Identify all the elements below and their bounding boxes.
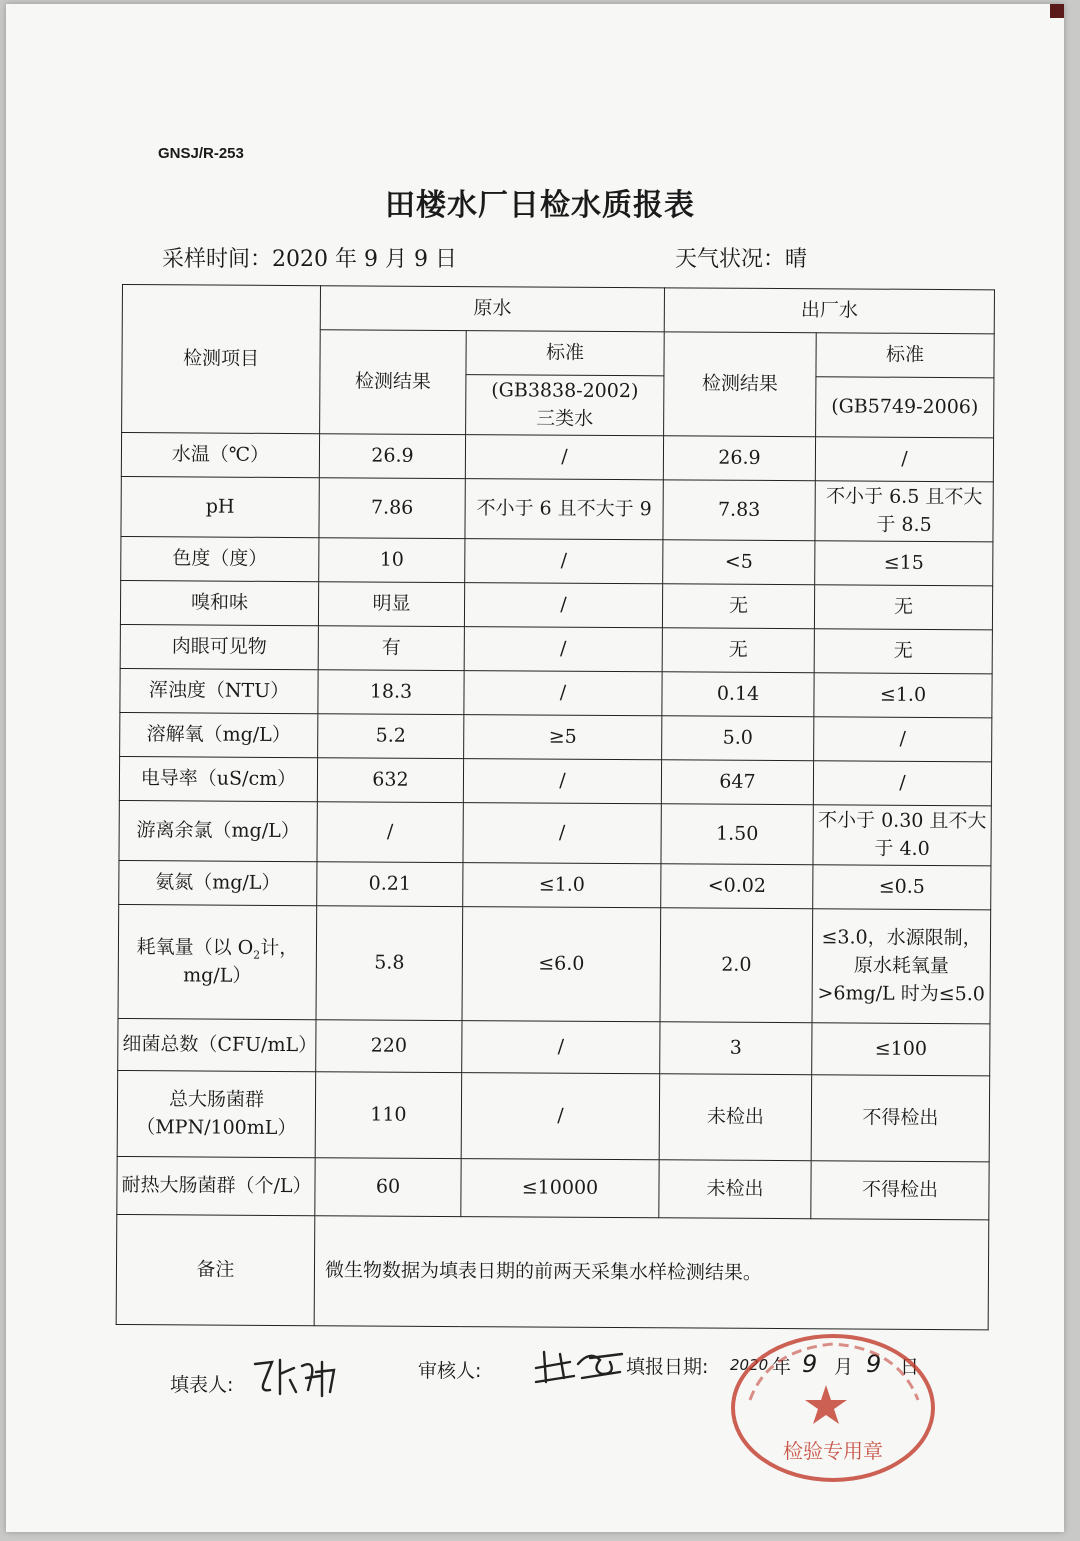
remark-label: 备注 xyxy=(116,1215,315,1326)
table-row xyxy=(119,757,991,806)
raw-standard-cell: / xyxy=(465,435,663,480)
item-cell: 细菌总数（CFU/mL） xyxy=(118,1019,316,1072)
plant-result-cell: 未检出 xyxy=(659,1074,812,1161)
date-day-unit: 日 xyxy=(900,1356,920,1378)
plant-result-cell: 0.14 xyxy=(662,672,814,717)
raw-standard-cell: / xyxy=(464,627,662,672)
item-cell: 氨氮（mg/L） xyxy=(119,861,317,906)
official-seal xyxy=(728,1330,938,1490)
document-code: GNSJ/R-253 xyxy=(158,145,244,162)
raw-result-cell: 有 xyxy=(318,626,464,671)
item-cell: 总大肠菌群（MPN/100mL） xyxy=(117,1071,316,1158)
remark-text: 微生物数据为填表日期的前两天采集水样检测结果。 xyxy=(314,1216,989,1330)
plant-result-cell: 647 xyxy=(661,760,813,805)
plant-result-cell: 1.50 xyxy=(661,804,813,865)
date-month: 9 xyxy=(802,1350,818,1378)
item-subscript: 2 xyxy=(253,948,261,962)
raw-standard-cell: ≤6.0 xyxy=(462,907,661,1022)
weather: 天气状况：晴 xyxy=(675,247,808,272)
plant-standard-cell: 无 xyxy=(814,629,992,674)
table-row xyxy=(121,433,993,482)
raw-standard-cell: ≤10000 xyxy=(461,1159,659,1218)
item-cell: pH xyxy=(121,477,319,538)
raw-standard-cell: / xyxy=(464,671,662,716)
date-year-unit: 年 xyxy=(772,1356,792,1378)
table-row xyxy=(120,625,992,674)
stamp-text: 检验专用章 xyxy=(783,1439,883,1463)
reviewer-signature xyxy=(530,1340,625,1394)
item-cell: 色度（度） xyxy=(121,537,319,582)
raw-result-cell: 10 xyxy=(319,538,465,583)
plant-result-cell: 5.0 xyxy=(662,716,814,761)
date-year: 2020 xyxy=(730,1356,769,1374)
header-plant-water: 出厂水 xyxy=(664,288,994,334)
item-cell xyxy=(118,905,317,1020)
plant-standard-cell: / xyxy=(813,761,991,806)
sampling-time: 采样时间：2020 年 9 月 9 日 xyxy=(162,247,457,272)
header-plant-standard-code: (GB5749-2006) xyxy=(816,377,994,438)
water-quality-table xyxy=(116,284,995,1331)
header-raw-result: 检测结果 xyxy=(320,330,467,435)
raw-result-cell: 60 xyxy=(315,1158,461,1217)
raw-result-cell: 5.8 xyxy=(316,906,463,1021)
raw-standard-cell: / xyxy=(463,803,661,864)
plant-standard-cell: 不得检出 xyxy=(811,1161,989,1220)
reviewer-label: 审核人: xyxy=(418,1360,482,1382)
table-row xyxy=(119,861,991,910)
plant-standard-cell: 不小于 6.5 且不大于 8.5 xyxy=(815,481,993,542)
header-raw-standard-code xyxy=(466,375,664,436)
raw-result-cell: 220 xyxy=(316,1020,462,1073)
raw-result-cell: 18.3 xyxy=(318,670,464,715)
filler-signature xyxy=(250,1352,340,1406)
raw-result-cell: 5.2 xyxy=(318,714,464,759)
plant-standard-cell: ≤3.0，水源限制，原水耗氧量>6mg/L 时为≤5.0 xyxy=(812,909,991,1024)
plant-result-cell: 3 xyxy=(660,1022,812,1075)
table-row xyxy=(118,1019,990,1076)
plant-standard-cell: ≤1.0 xyxy=(814,673,992,718)
plant-standard-cell: ≤15 xyxy=(815,541,993,586)
remark-row xyxy=(116,1215,989,1330)
table-row xyxy=(117,1071,990,1162)
item-text-b: 计，mg/L） xyxy=(183,936,299,988)
report-title: 田楼水厂日检水质报表 xyxy=(385,188,695,223)
raw-standard-cell: ≤1.0 xyxy=(463,863,661,908)
table-row xyxy=(121,477,993,542)
header-plant-result: 检测结果 xyxy=(664,332,817,437)
plant-standard-cell: 无 xyxy=(814,585,992,630)
plant-standard-cell: ≤100 xyxy=(812,1023,990,1076)
raw-result-cell: 632 xyxy=(317,758,463,803)
raw-standard-cell: / xyxy=(462,1021,660,1074)
item-cell: 溶解氧（mg/L） xyxy=(120,713,318,758)
raw-standard-cell: / xyxy=(463,759,661,804)
plant-result-cell: 2.0 xyxy=(660,908,813,1023)
item-cell: 肉眼可见物 xyxy=(120,625,318,670)
plant-result-cell: 无 xyxy=(662,584,814,629)
date-month-unit: 月 xyxy=(834,1356,854,1378)
raw-standard-code: (GB3838-2002) xyxy=(491,379,639,403)
item-cell: 电导率（uS/cm） xyxy=(119,757,317,802)
date-label: 填报日期: xyxy=(626,1356,709,1378)
header-plant-standard: 标准 xyxy=(816,333,994,378)
plant-result-cell: 未检出 xyxy=(659,1160,811,1219)
table-row xyxy=(120,669,992,718)
item-text-a: 耗氧量（以 O xyxy=(136,935,254,959)
raw-result-cell: 7.86 xyxy=(319,478,465,539)
plant-result-cell: <0.02 xyxy=(661,864,813,909)
table-row xyxy=(118,905,991,1024)
plant-standard-cell: 不小于 0.30 且不大于 4.0 xyxy=(813,805,991,866)
plant-result-cell: <5 xyxy=(663,540,815,585)
table-row xyxy=(120,713,992,762)
item-cell: 游离余氯（mg/L） xyxy=(119,801,317,862)
table-row xyxy=(120,581,992,630)
raw-standard-cell: / xyxy=(461,1073,660,1160)
date-day: 9 xyxy=(866,1350,882,1378)
table-row xyxy=(117,1157,989,1220)
raw-standard-cell: / xyxy=(464,583,662,628)
raw-standard-cell: / xyxy=(465,539,663,584)
filler-label: 填表人: xyxy=(170,1374,234,1396)
plant-standard-cell: 不得检出 xyxy=(811,1075,990,1162)
plant-standard-cell: / xyxy=(814,717,992,762)
raw-result-cell: 26.9 xyxy=(319,434,465,479)
raw-standard-cell: ≥5 xyxy=(464,715,662,760)
header-raw-standard: 标准 xyxy=(466,331,664,376)
item-cell: 浑浊度（NTU） xyxy=(120,669,318,714)
header-item: 检测项目 xyxy=(122,285,321,434)
item-cell: 嗅和味 xyxy=(120,581,318,626)
raw-result-cell: 明显 xyxy=(318,582,464,627)
plant-result-cell: 26.9 xyxy=(663,436,815,481)
raw-result-cell: 0.21 xyxy=(317,862,463,907)
raw-standard-cell: 不小于 6 且不大于 9 xyxy=(465,479,663,540)
plant-standard-cell: ≤0.5 xyxy=(813,865,991,910)
item-cell: 水温（℃） xyxy=(121,433,319,478)
plant-standard-cell: / xyxy=(815,437,993,482)
raw-result-cell: 110 xyxy=(315,1072,462,1159)
page-corner xyxy=(1050,4,1064,18)
header-raw-water: 原水 xyxy=(320,286,664,332)
plant-result-cell: 无 xyxy=(662,628,814,673)
plant-result-cell: 7.83 xyxy=(663,480,815,541)
table-row xyxy=(119,801,991,866)
item-cell: 耐热大肠菌群（个/L） xyxy=(117,1157,315,1216)
raw-standard-class: 三类水 xyxy=(536,407,594,430)
table-row xyxy=(121,537,993,586)
raw-result-cell: / xyxy=(317,802,463,863)
